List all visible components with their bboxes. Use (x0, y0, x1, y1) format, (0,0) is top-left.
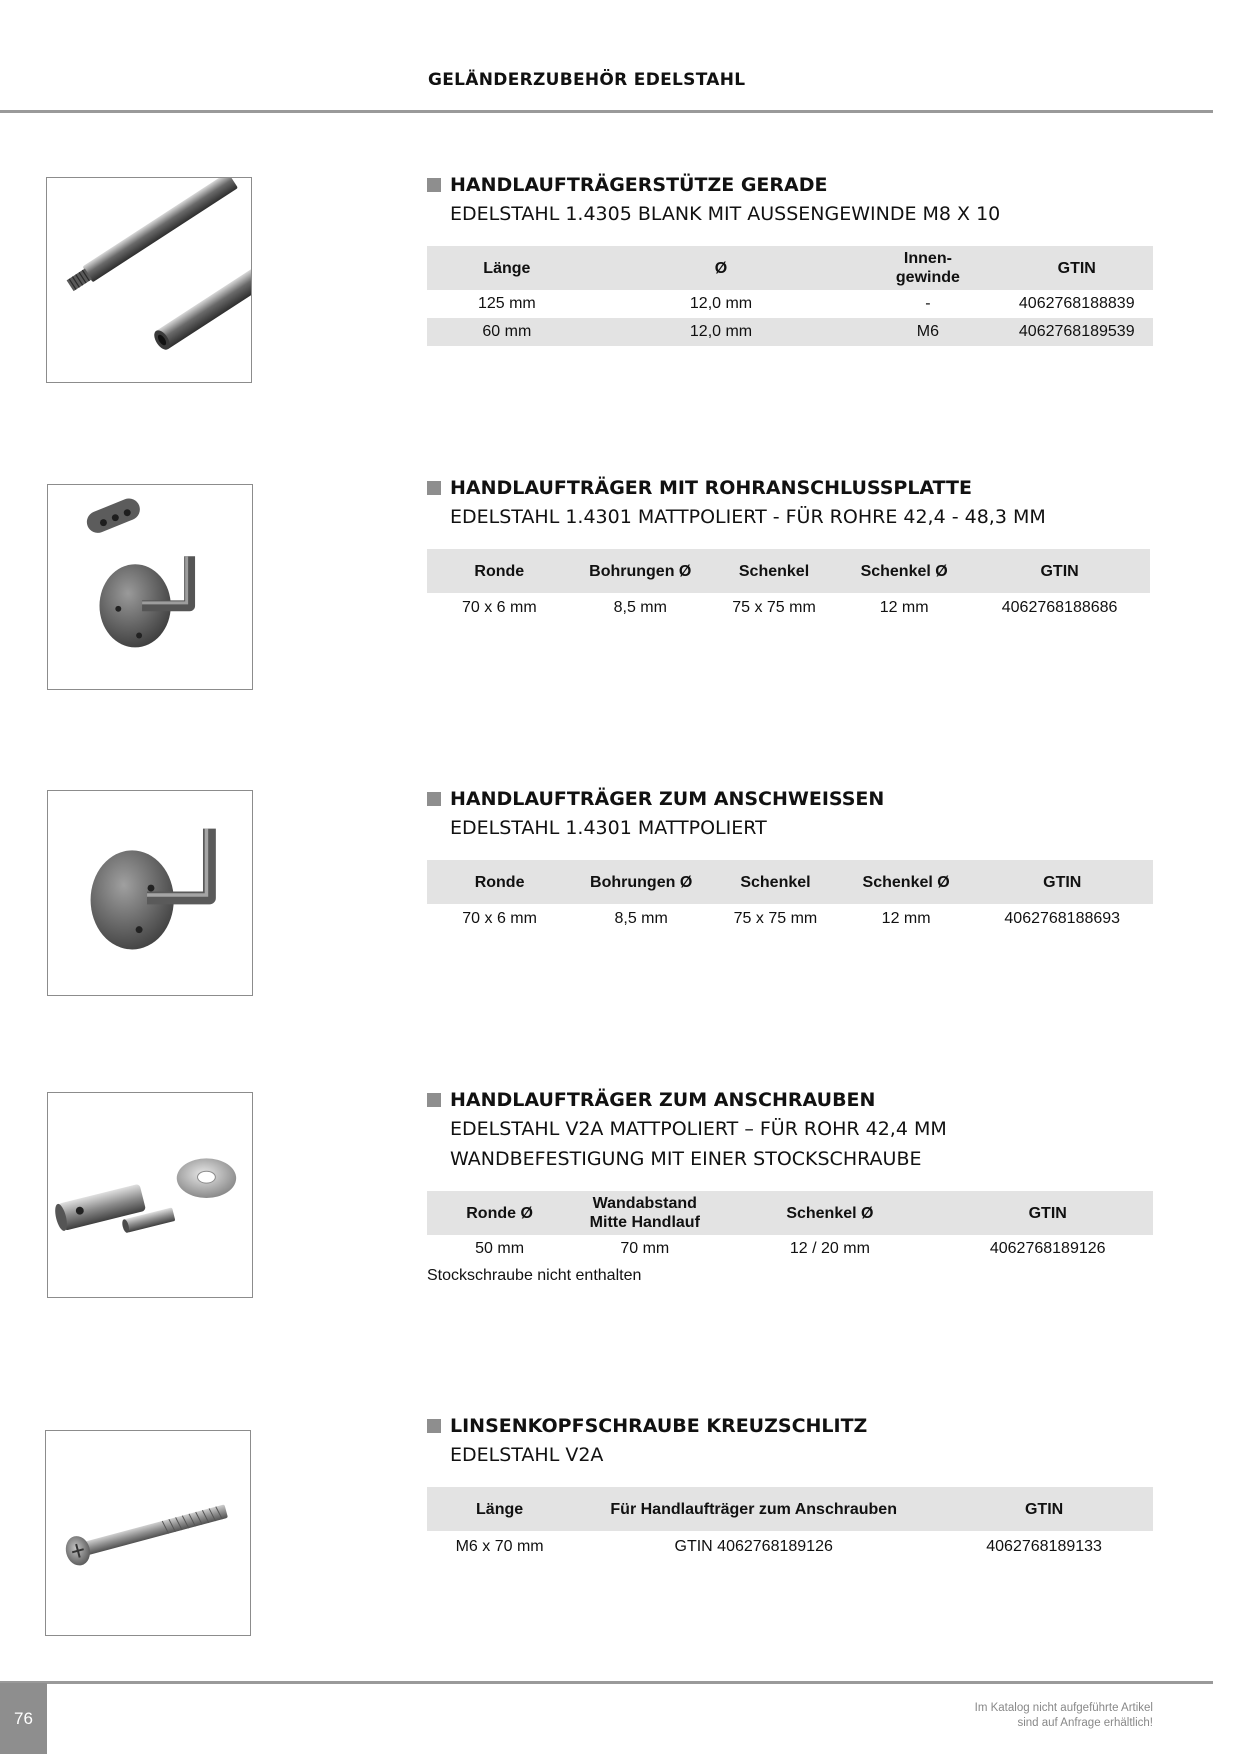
table-cell: 75 x 75 mm (733, 910, 818, 927)
product-subtitle: EDELSTAHL 1.4305 BLANK MIT AUSSENGEWINDE M8 X 10 (450, 203, 1001, 225)
table-header-row (427, 860, 1153, 904)
column-header: Länge (427, 1487, 572, 1531)
table-cell: 12 / 20 mm (789, 1240, 870, 1257)
column-header: Schenkel Ø (717, 1191, 942, 1235)
table-row (427, 904, 1153, 934)
spec-table (427, 246, 1153, 346)
table-cell: 4062768189126 (989, 1240, 1106, 1257)
footer-note (975, 1701, 1153, 1731)
table-header-row (427, 1191, 1153, 1235)
table-cell: M6 x 70 mm (455, 1538, 544, 1555)
column-header: Schenkel Ø (839, 549, 969, 593)
phillips-screw-image (45, 1430, 251, 1636)
column-header: Ronde Ø (427, 1191, 572, 1235)
column-header: Bohrungen Ø (572, 860, 710, 904)
column-header: Länge (427, 246, 587, 290)
column-header: GTIN (971, 860, 1153, 904)
column-header: Bohrungen Ø (572, 549, 709, 593)
spec-table (427, 860, 1153, 934)
table-row (427, 290, 1153, 318)
column-header: Ronde (427, 860, 572, 904)
table-cell: 60 mm (427, 318, 587, 346)
table-cell: 70 x 6 mm (462, 910, 537, 927)
table-cell: 75 x 75 mm (732, 599, 816, 616)
product-subtitle: EDELSTAHL 1.4301 MATTPOLIERT (450, 817, 767, 839)
footer-note-line: Im Katalog nicht aufgeführte Artikel (974, 1702, 1153, 1714)
table-cell: 8,5 mm (613, 599, 667, 616)
spec-table (427, 1487, 1153, 1563)
table-cell: 4062768188839 (1018, 295, 1135, 312)
bullet-square-icon (427, 1419, 441, 1433)
handrail-bracket-with-plate-image (47, 484, 253, 690)
header-divider (0, 110, 1213, 113)
table-cell: 12 mm (879, 599, 929, 616)
bullet-square-icon (427, 178, 441, 192)
table-cell: 12 mm (881, 910, 931, 927)
spec-table (427, 549, 1150, 623)
product-handlauftraegerstuetze (427, 171, 1153, 346)
footer-divider (0, 1681, 1213, 1684)
product-anschrauben (427, 1086, 1153, 1285)
page-number: 76 (0, 1683, 47, 1754)
product-linsenkopfschraube (427, 1412, 1153, 1563)
product-subtitle: EDELSTAHL V2A (450, 1444, 604, 1466)
bullet-square-icon (427, 792, 441, 806)
table-cell: M6 (855, 318, 1000, 346)
column-header: Ø (587, 246, 856, 290)
table-header-row (427, 1487, 1153, 1531)
column-header: GTIN (969, 549, 1150, 593)
table-cell: 125 mm (477, 295, 536, 312)
column-header: Schenkel (710, 860, 841, 904)
table-cell: 4062768188686 (1001, 599, 1118, 616)
column-header: Ronde (427, 549, 572, 593)
table-cell: - (925, 295, 931, 312)
product-note: Stockschraube nicht enthalten (427, 1267, 642, 1284)
threaded-rod-image (46, 177, 252, 383)
column-header: GTIN (942, 1191, 1153, 1235)
column-header: Wandabstand Mitte Handlauf (572, 1191, 717, 1235)
column-header: GTIN (1001, 246, 1153, 290)
table-row (427, 593, 1150, 623)
table-cell: 8,5 mm (614, 910, 668, 927)
product-subtitle: WANDBEFESTIGUNG MIT EINER STOCKSCHRAUBE (450, 1148, 922, 1170)
product-subtitle: EDELSTAHL V2A MATTPOLIERT – FÜR ROHR 42,4 MM (450, 1118, 947, 1140)
table-row (427, 318, 1153, 346)
table-cell: 12,0 mm (587, 318, 856, 346)
product-title: LINSENKOPFSCHRAUBE KREUZSCHLITZ (450, 1415, 868, 1437)
product-title: HANDLAUFTRÄGERSTÜTZE GERADE (450, 174, 828, 196)
product-anschweissen (427, 785, 1153, 934)
column-header: Schenkel Ø (841, 860, 972, 904)
table-cell: 70 x 6 mm (461, 599, 537, 616)
spec-table (427, 1191, 1153, 1263)
table-header-row (427, 549, 1150, 593)
bullet-square-icon (427, 481, 441, 495)
column-header: Schenkel (709, 549, 839, 593)
table-row (427, 1531, 1153, 1563)
column-header: Für Handlaufträger zum Anschrauben (572, 1487, 935, 1531)
product-rohranschlussplatte (427, 474, 1153, 623)
product-subtitle: EDELSTAHL 1.4301 MATTPOLIERT - FÜR ROHRE 42,4 - 48,3 MM (450, 506, 1046, 528)
bullet-square-icon (427, 1093, 441, 1107)
column-header: Innen- gewinde (855, 246, 1000, 290)
table-cell: 12,0 mm (689, 295, 753, 312)
table-cell: 4062768189539 (1001, 318, 1153, 346)
product-title: HANDLAUFTRÄGER ZUM ANSCHRAUBEN (450, 1089, 876, 1111)
table-cell: 70 mm (620, 1240, 670, 1257)
table-cell: 50 mm (475, 1240, 525, 1257)
product-title: HANDLAUFTRÄGER ZUM ANSCHWEISSEN (450, 788, 885, 810)
column-header: GTIN (935, 1487, 1153, 1531)
handrail-bracket-weld-image (47, 790, 253, 996)
table-cell: 4062768188693 (1004, 910, 1121, 927)
page-title: GELÄNDERZUBEHÖR EDELSTAHL (428, 70, 746, 90)
table-cell: 4062768189133 (986, 1538, 1102, 1555)
table-cell: GTIN 4062768189126 (674, 1538, 833, 1555)
table-row (427, 1235, 1153, 1263)
screw-on-bracket-parts-image (47, 1092, 253, 1298)
footer-note-line: sind auf Anfrage erhältlich! (1017, 1717, 1153, 1729)
product-title: HANDLAUFTRÄGER MIT ROHRANSCHLUSSPLATTE (450, 477, 972, 499)
table-header-row (427, 246, 1153, 290)
